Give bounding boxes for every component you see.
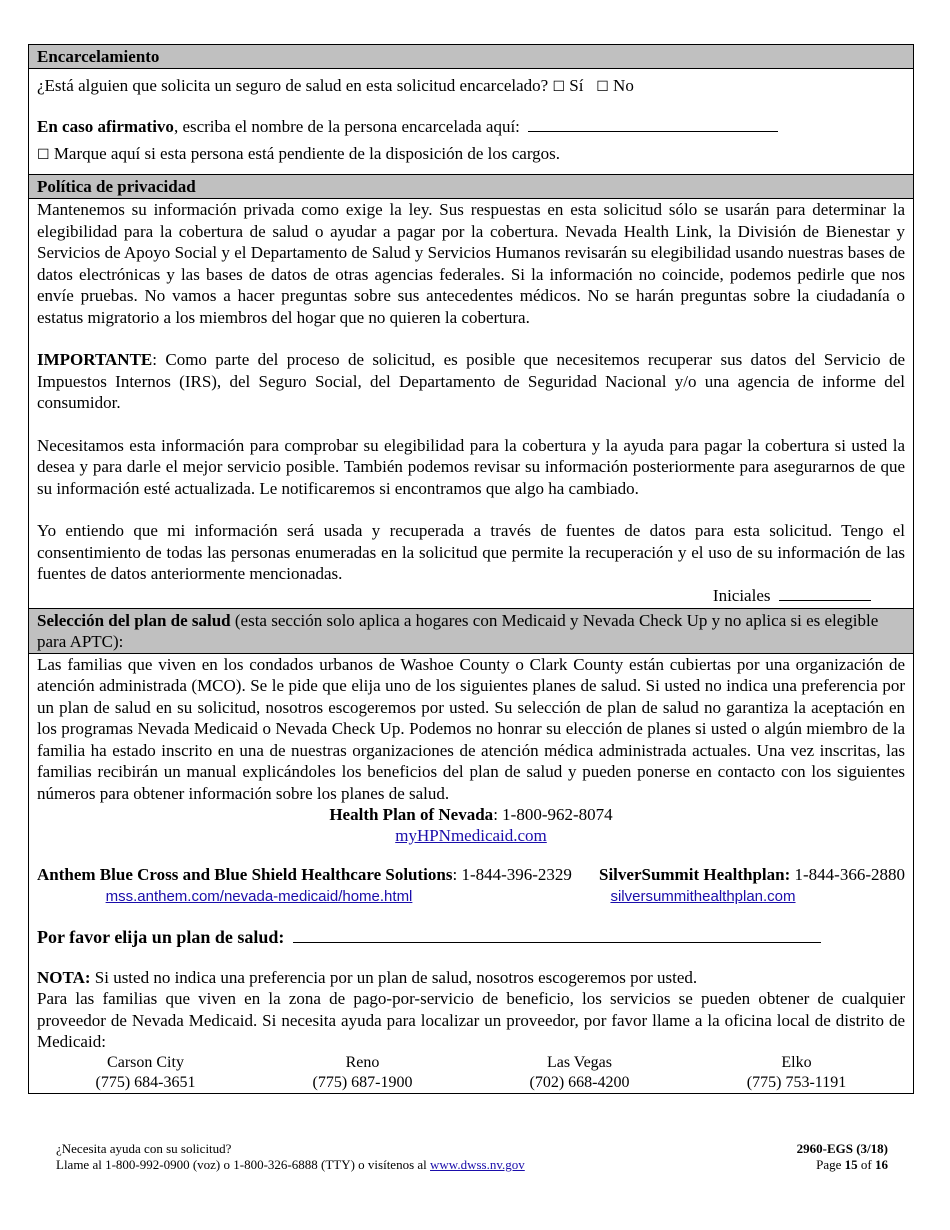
initials-row: [29, 585, 913, 608]
if-yes-instruction: , escriba el nombre de la persona encarcelada aquí:: [173, 117, 520, 136]
no-checkbox[interactable]: ☐: [596, 79, 609, 95]
privacy-paragraph-4: Yo entiendo que mi información será usada y recuperada a través de fuentes de datos para esta solicitud. Tengo el consentimiento de todas las personas enumeradas en la solicitud que permite la recuperación y el uso de su información de las fuentes de datos anteriormente mencionadas.: [37, 521, 905, 583]
hpn-contact: [29, 804, 913, 825]
health-plan-section: [28, 608, 914, 1094]
form-id: 2960-EGS (3/18): [796, 1141, 888, 1156]
incarceration-question-row: [29, 69, 913, 98]
hpn-name: Health Plan of Nevada: [329, 805, 494, 824]
health-plan-title-note: (esta sección solo aplica a hogares con Medicaid y Nevada Check Up y no aplica si es elegible para APTC):: [37, 610, 879, 651]
health-plan-paragraph-2: Para las familias que viven en la zona de pago-por-servicio de beneficio, los servicios se pueden obtener de cualquier proveedor de Nevada Medicaid. Si necesita ayuda para localizar un proveedor, por favor llame a la oficina local de distrito de Medicaid:: [37, 989, 905, 1051]
incarceration-title: Encarcelamiento: [29, 44, 913, 69]
office-phone: (702) 668-4200: [529, 1073, 630, 1091]
incarceration-question: ¿Está alguien que solicita un seguro de salud en esta solicitud encarcelado?: [37, 76, 549, 95]
office-city: Elko: [781, 1053, 812, 1071]
anthem-link[interactable]: mss.anthem.com/nevada-medicaid/home.html: [105, 888, 413, 905]
hpn-link[interactable]: myHPNmedicaid.com: [395, 826, 547, 845]
office-phone: (775) 687-1900: [312, 1073, 413, 1091]
silver-phone: 1-844-366-2880: [790, 865, 905, 884]
office-phone: (775) 753-1191: [746, 1073, 847, 1091]
footer-page-info: [797, 1141, 888, 1173]
choose-plan-row: [29, 927, 913, 948]
note-label: NOTA:: [37, 968, 91, 987]
if-yes-label: En caso afirmativo: [37, 117, 174, 136]
silver-link[interactable]: silversummithealthplan.com: [610, 888, 796, 905]
of-word: of: [857, 1157, 875, 1172]
footer-website-link[interactable]: www.dwss.nv.gov: [430, 1157, 525, 1172]
office-city: Carson City: [107, 1053, 184, 1071]
page-number: [797, 1157, 888, 1173]
privacy-title: Política de privacidad: [29, 174, 913, 199]
anthem-link-cell: [37, 885, 481, 907]
silver-link-cell: [481, 885, 905, 907]
note-text: Si usted no indica una preferencia por un plan de salud, nosotros escogeremos por usted.: [90, 968, 698, 987]
incarceration-section: [28, 44, 914, 174]
footer-help-question: ¿Necesita ayuda con su solicitud?: [56, 1141, 232, 1156]
application-form: [28, 44, 914, 1094]
yes-label: Sí: [569, 76, 584, 95]
page-total: 16: [875, 1157, 888, 1172]
incarcerated-name-field[interactable]: [528, 117, 778, 132]
health-plan-title-bold: Selección del plan de salud: [37, 610, 231, 630]
footer-call-text: Llame al 1-800-992-0900 (voz) o 1-800-326-6888 (TTY) o visítenos al: [56, 1157, 431, 1172]
initials-label: Iniciales: [712, 585, 771, 605]
office-las-vegas: [471, 1053, 688, 1093]
privacy-paragraph-2: [29, 349, 913, 414]
footer-contact: [56, 1157, 525, 1173]
silver-contact: [599, 864, 905, 885]
choose-plan-label: Por favor elija un plan de salud:: [37, 927, 285, 947]
plans-row: [29, 864, 913, 885]
pending-checkbox[interactable]: ☐: [37, 147, 50, 163]
silver-name: SilverSummit Healthplan:: [599, 865, 791, 884]
footer-help: [56, 1141, 525, 1173]
office-city: Reno: [345, 1053, 380, 1071]
office-city: Las Vegas: [546, 1053, 613, 1071]
hpn-link-row: [29, 825, 913, 846]
pending-row: [29, 137, 913, 174]
office-phone: (775) 684-3651: [95, 1073, 196, 1091]
privacy-paragraph-3: Necesitamos esta información para comprobar su elegibilidad para la cobertura y la ayuda para pagar la cobertura si usted la desea y para darle el mejor servicio posible. También podemos revisar su información posteriormente para asegurarnos de que su información esté actualizada. Le notificaremos si encontramos que algo ha cambiado.: [37, 435, 905, 498]
hpn-phone: : 1-800-962-8074: [493, 805, 613, 824]
district-offices: [29, 1053, 913, 1093]
office-reno: [254, 1053, 471, 1093]
health-plan-paragraph-1: Las familias que viven en los condados urbanos de Washoe County o Clark County están cubiertas por una organización de atención administrada (MCO). Se le pide que elija uno de los siguientes planes de salud. Si usted no indica una preferencia por un plan de salud en su solicitud, nosotros escogeremos por usted. Su selección de plan de salud no garantiza la aceptación en los programas Nevada Medicaid o Nevada Check Up. Podemos no honrar su elección de planes si usted o algún miembro de la familia ha estado inscrito en una de nuestras organizaciones de atención médica administrada actuales. Una vez inscritas, las familias recibirán un manual explicándoles los beneficios del plan de salud y pueden ponerse en contacto con los siguientes números para obtener información sobre los planes de salud.: [37, 654, 905, 803]
choose-plan-field[interactable]: [293, 928, 821, 943]
initials-field[interactable]: [779, 586, 871, 601]
page-word: Page: [816, 1157, 845, 1172]
anthem-phone: : 1-844-396-2329: [452, 865, 572, 884]
page-current: 15: [844, 1157, 858, 1172]
health-plan-title: [29, 608, 913, 654]
yes-checkbox[interactable]: ☐: [552, 79, 566, 95]
office-carson-city: [37, 1053, 254, 1093]
anthem-name: Anthem Blue Cross and Blue Shield Healthcare Solutions: [37, 865, 453, 884]
important-label: IMPORTANTE: [37, 350, 153, 369]
privacy-section: [28, 174, 914, 608]
privacy-paragraph-1: Mantenemos su información privada como exige la ley. Sus respuestas en esta solicitud sólo se usarán para determinar la elegibilidad para la cobertura de salud o ayudar a pagar por la cobertura. Nevada Health Link, la División de Bienestar y Servicios de Apoyo Social y el Departamento de Salud y Servicios Humanos revisarán su elegibilidad usando nuestras bases de datos electrónicas y las bases de datos de otras agencias federales. Si la información no coincide, podemos pedirle que nos envíe pruebas. No vamos a hacer preguntas sobre sus antecedentes médicos. No se harán preguntas sobre la ciudadanía o estatus migratorio a los miembros del hogar que no quieren la cobertura.: [37, 200, 905, 327]
note-row: [29, 967, 913, 988]
pending-label: Marque aquí si esta persona está pendiente de la disposición de los cargos.: [53, 144, 561, 163]
no-label: No: [613, 76, 634, 95]
office-elko: [688, 1053, 905, 1093]
incarcerated-name-row: [29, 98, 913, 137]
plan-links-row: [29, 885, 913, 907]
anthem-contact: [37, 864, 572, 885]
important-text: : Como parte del proceso de solicitud, es posible que necesitemos recuperar sus datos del Servicio de Impuestos Internos (IRS), del Seguro Social, del Departamento de Seguridad Nacional y/o una agencia de informe del consumidor.: [37, 350, 905, 412]
